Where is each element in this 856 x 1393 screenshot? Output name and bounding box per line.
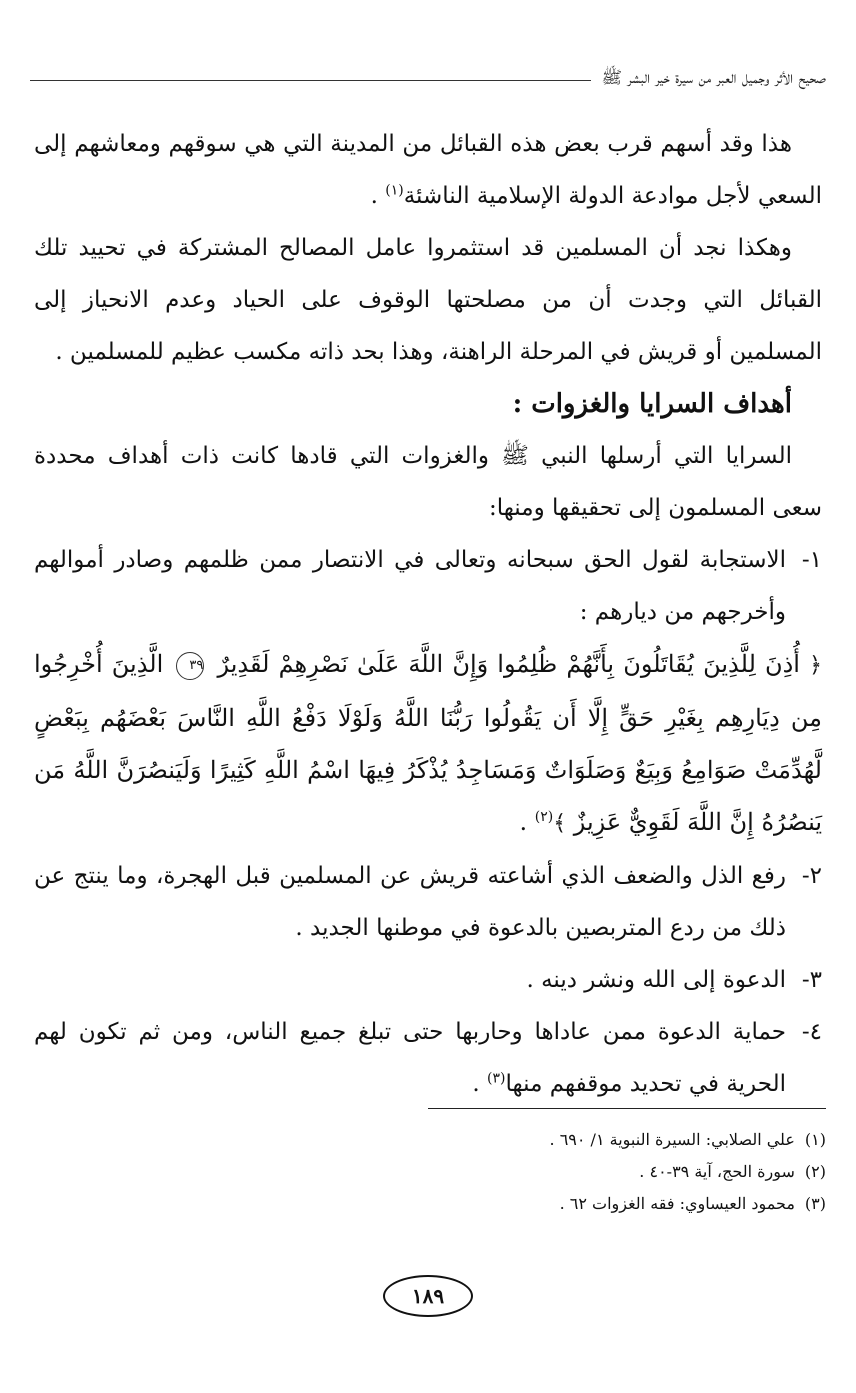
page-number: ١٨٩ (383, 1275, 473, 1317)
footnote-ref-2: (٢) (534, 809, 554, 825)
main-text (34, 118, 822, 1110)
footnote-1 (30, 1124, 826, 1156)
list-item-2 (34, 850, 822, 954)
list-item-1-body: الاستجابة لقول الحق سبحانه وتعالى في الانتصار ممن ظلمهم وصادر أموالهم وأخرجهم من ديارهم : (34, 547, 786, 625)
running-header (30, 64, 826, 94)
ayah-number-marker: ٣٩ (176, 652, 204, 680)
footnote-2-number: (٢) (804, 1162, 826, 1181)
footnote-separator (428, 1108, 826, 1109)
footnote-ref-1: (١) (385, 182, 404, 199)
paragraph-1-text: هذا وقد أسهم قرب بعض هذه القبائل من المدينة التي هي سوقهم ومعاشهم إلى السعي لأجل موادعة الدولة الإسلامية الناشئة (34, 131, 822, 209)
footnote-2 (30, 1156, 826, 1188)
list-item-1-number: ١- (801, 547, 822, 573)
footnote-1-text: علي الصلابي: السيرة النبوية ١/ ٦٩٠ . (549, 1130, 795, 1149)
header-rule (30, 80, 591, 81)
verse-close-bracket: ﴾ (553, 811, 567, 836)
list-item-4-number: ٤- (801, 1019, 822, 1045)
footnote-2-text: سورة الحج، آية ٣٩-٤٠ . (639, 1162, 795, 1181)
paragraph-1 (34, 118, 822, 222)
list-item-1 (34, 534, 822, 638)
footnote-3 (30, 1188, 826, 1220)
verse-part-1: أُذِنَ لِلَّذِينَ يُقَاتَلُونَ بِأَنَّهُمْ ظُلِمُوا وَإِنَّ اللَّهَ عَلَىٰ نَصْرِهِمْ لَقَدِيرٌ (217, 650, 800, 678)
list-item-4-end: . (472, 1071, 480, 1097)
verse-end: . (519, 808, 528, 836)
footnote-3-number: (٣) (804, 1194, 826, 1213)
list-item-2-text: رفع الذل والضعف الذي أشاعته قريش عن المسلمين قبل الهجرة، وما ينتج عن ذلك من ردع المتربصين بالدعوة في موطنها الجديد . (34, 863, 786, 941)
list-item-3-number: ٣- (801, 967, 822, 993)
footnote-1-number: (١) (804, 1130, 826, 1149)
quran-verse (34, 638, 822, 850)
footnotes (30, 1124, 826, 1220)
list-item-2-number: ٢- (801, 863, 822, 889)
footnote-3-text: محمود العيساوي: فقه الغزوات ٦٢ . (559, 1194, 795, 1213)
list-item-3 (34, 954, 822, 1006)
paragraph-1-end: . (370, 183, 378, 209)
list-item-4-text (34, 1006, 786, 1110)
footnote-ref-3: (٣) (487, 1070, 506, 1087)
list-item-4-body: حماية الدعوة ممن عاداها وحاربها حتى تبلغ جميع الناس، ومن ثم تكون لهم الحرية في تحديد موقفهم منها (34, 1019, 786, 1097)
list-item-1-text (34, 534, 786, 638)
list-item-4 (34, 1006, 822, 1110)
running-title: صحيح الأثر وجميل العبر من سيرة خير البشر ﷺ (601, 67, 826, 88)
paragraph-2: وهكذا نجد أن المسلمين قد استثمروا عامل المصالح المشتركة في تحييد تلك القبائل التي وجدت أن من مصلحتها الوقوف على الحياد وعدم الانحياز إلى المسلمين أو قريش في المرحلة الراهنة، وهذا بحد ذاته مكسب عظيم للمسلمين . (34, 235, 822, 365)
section-heading: أهداف السرايا والغزوات : (512, 389, 792, 419)
verse-part-2: الَّذِينَ أُخْرِجُوا مِن دِيَارِهِم بِغَيْرِ حَقٍّ إِلَّا أَن يَقُولُوا رَبُّنَا اللَّهُ وَلَوْلَا دَفْعُ اللَّهِ النَّاسَ بَعْضَهُم بِبَعْضٍ لَّهُدِّمَتْ صَوَامِعُ وَبِيَعٌ وَصَلَوَاتٌ وَمَسَاجِدُ يُذْكَرُ فِيهَا اسْمُ اللَّهِ كَثِيرًا وَلَيَنصُرَنَّ اللَّهُ مَن يَنصُرُهُ إِنَّ اللَّهَ لَقَوِيٌّ عَزِيزٌ (34, 650, 822, 836)
verse-open-bracket: ﴿ (809, 653, 822, 678)
paragraph-3: السرايا التي أرسلها النبي ﷺ والغزوات التي قادها كانت ذات أهداف محددة سعى المسلمون إلى تحقيقها ومنها: (34, 443, 822, 521)
list-item-3-text: الدعوة إلى الله ونشر دينه . (526, 967, 786, 993)
